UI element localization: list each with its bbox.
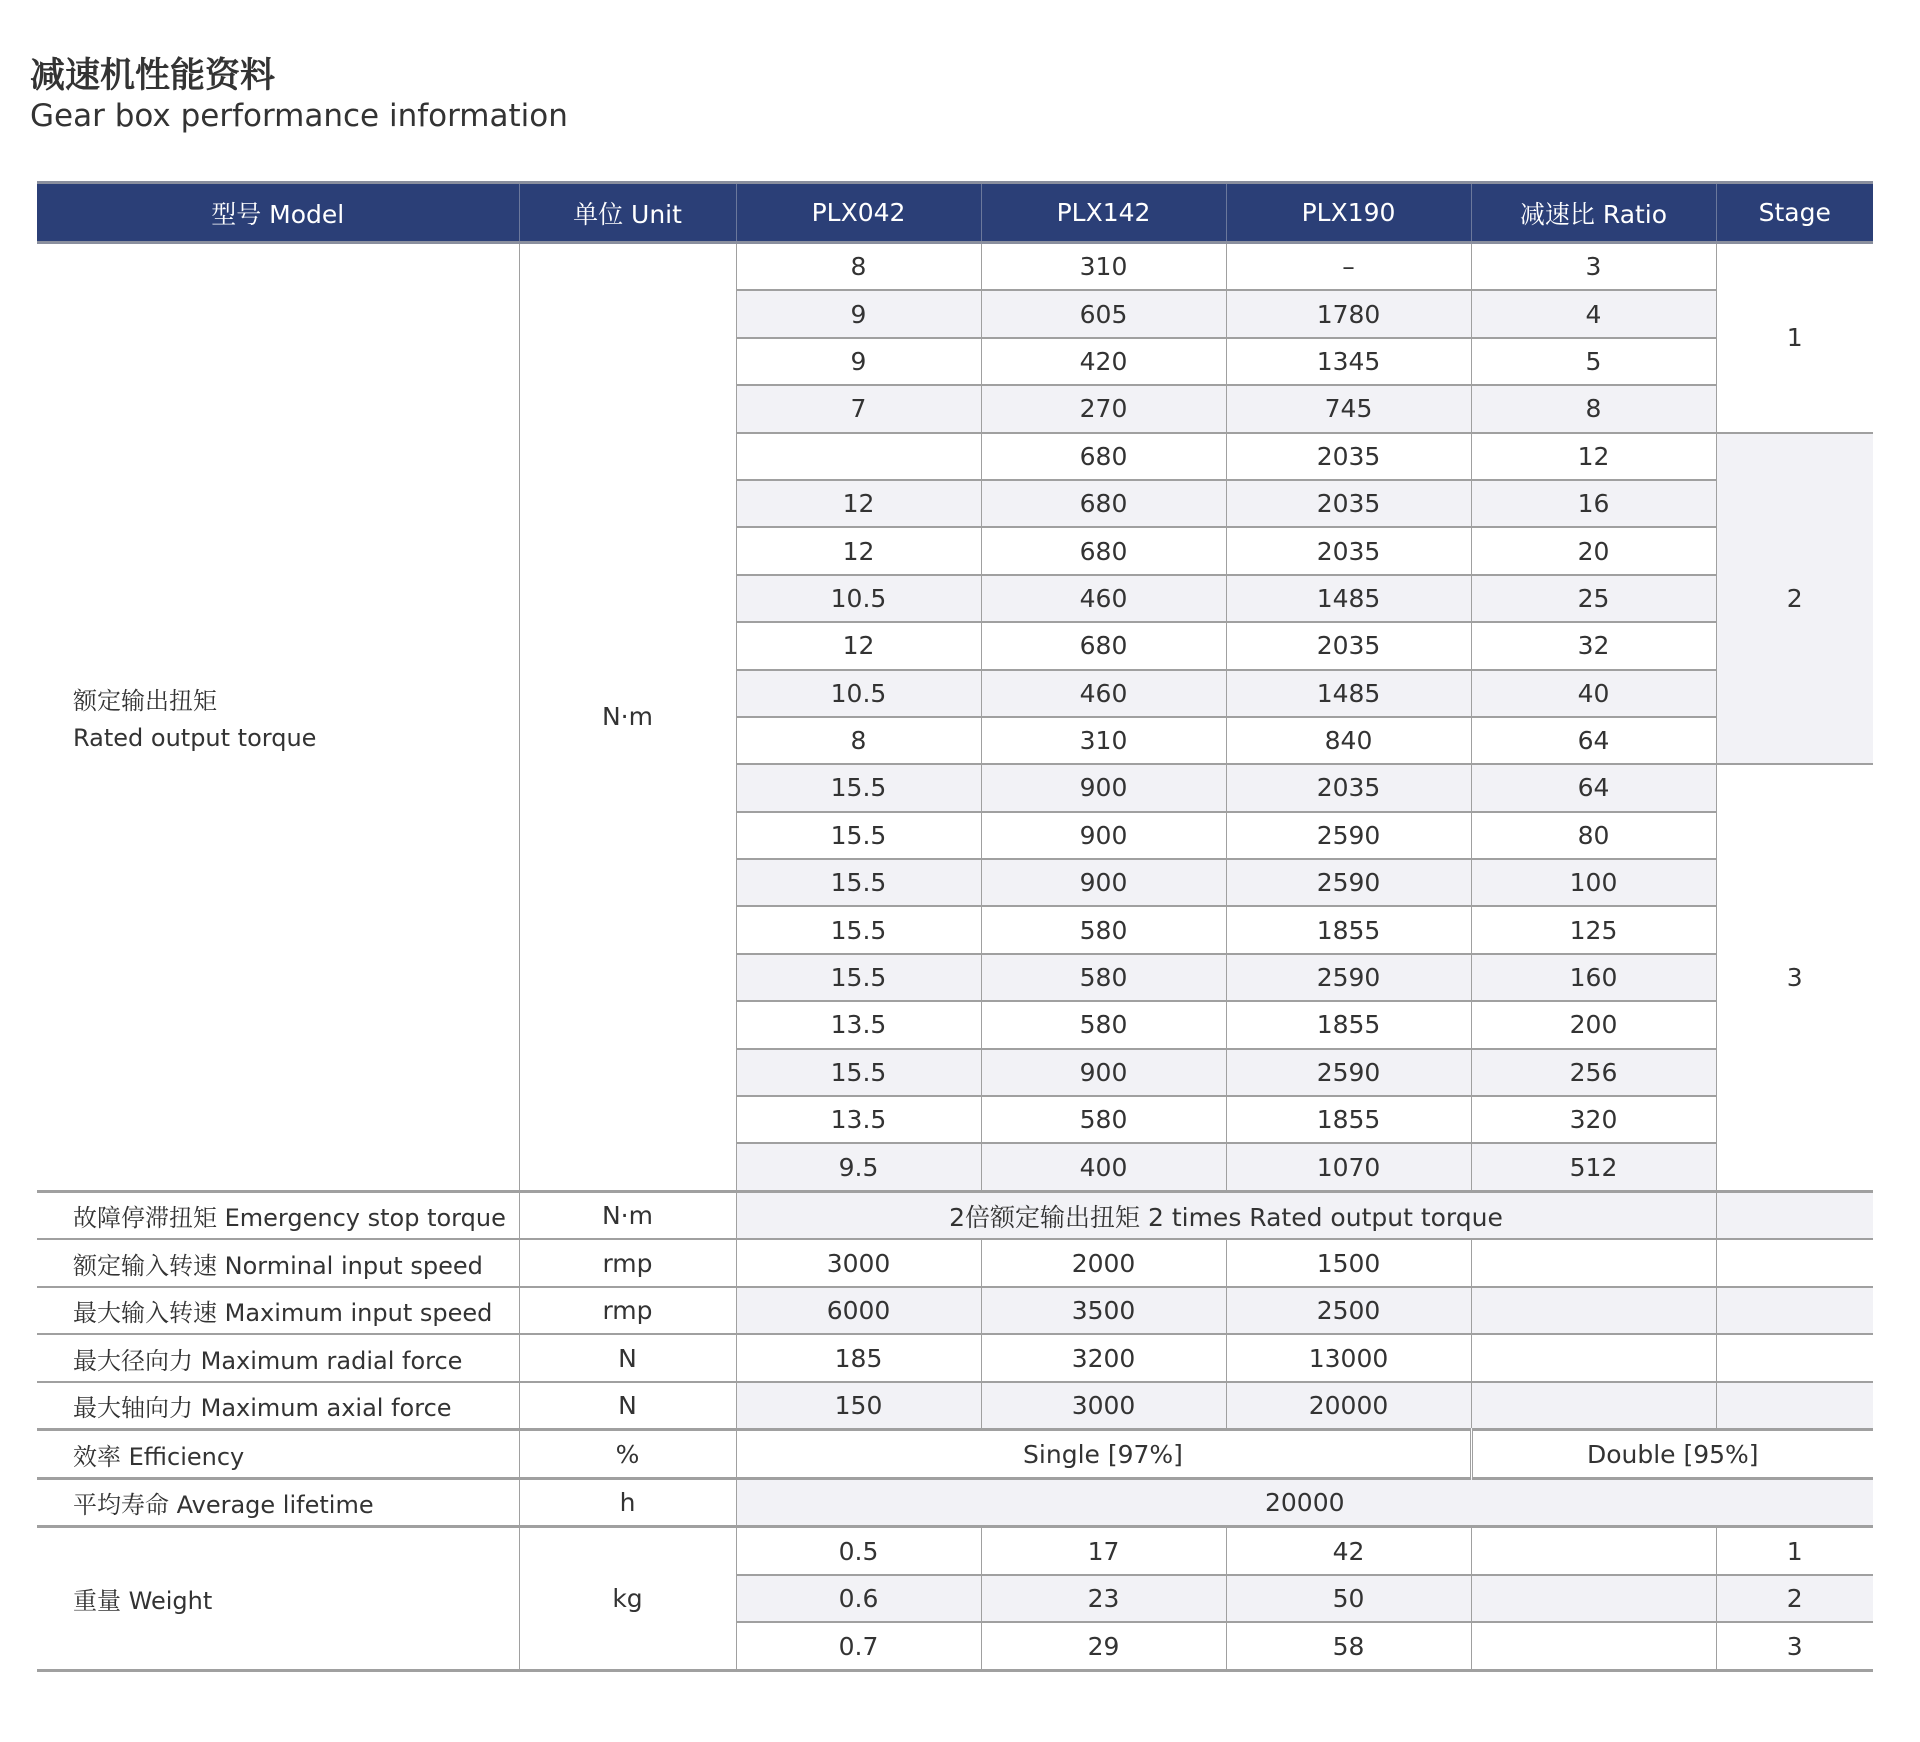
cell-plx142: 17: [981, 1527, 1226, 1575]
cell-plx190: 1070: [1226, 1143, 1471, 1191]
cell-plx042: 10.5: [736, 670, 981, 717]
cell-ratio: 320: [1471, 1096, 1716, 1143]
cell-plx042: 13.5: [736, 1001, 981, 1048]
cell-plx042: 6000: [736, 1287, 981, 1335]
cell-plx142: 3500: [981, 1287, 1226, 1335]
cell-plx190: 1855: [1226, 1001, 1471, 1048]
row-unit: N·m: [519, 1191, 736, 1239]
cell-plx042: 15.5: [736, 764, 981, 811]
header-model: 型号 Model: [37, 183, 519, 243]
cell-plx042: 185: [736, 1334, 981, 1382]
empty-cell: [1471, 1527, 1716, 1575]
row-label: 重量 Weight: [37, 1527, 519, 1671]
cell-plx190: 2590: [1226, 812, 1471, 859]
empty-cell: [1471, 1622, 1716, 1670]
row-label: 故障停滞扭矩 Emergency stop torque: [37, 1191, 519, 1239]
cell-plx142: 680: [981, 622, 1226, 669]
cell-ratio: 200: [1471, 1001, 1716, 1048]
torque-row: [37, 243, 1873, 291]
rated-torque-label-en: Rated output torque: [73, 724, 317, 753]
rated-torque-label: [37, 243, 519, 1192]
empty-cell: [1471, 1287, 1716, 1335]
header-unit: 单位 Unit: [519, 183, 736, 243]
cell-stage: 1: [1716, 243, 1873, 433]
emergency-stop-row: [37, 1191, 1873, 1239]
cell-ratio: 32: [1471, 622, 1716, 669]
cell-plx042: 12: [736, 527, 981, 574]
cell-plx042: 15.5: [736, 812, 981, 859]
cell-ratio: 125: [1471, 906, 1716, 953]
cell-plx190: 58: [1226, 1622, 1471, 1670]
cell-plx042: 7: [736, 385, 981, 432]
max-radial-force-row: [37, 1334, 1873, 1382]
page-title-en: Gear box performance information: [30, 98, 568, 134]
cell-plx190: 2590: [1226, 859, 1471, 906]
page-title-cn: 减速机性能资料: [30, 56, 276, 96]
cell-plx190: 2035: [1226, 622, 1471, 669]
cell-plx042: [736, 433, 981, 480]
cell-stage: 3: [1716, 1622, 1873, 1670]
row-label: 最大径向力 Maximum radial force: [37, 1334, 519, 1382]
max-axial-force-row: [37, 1382, 1873, 1430]
cell-plx190: 2035: [1226, 480, 1471, 527]
cell-plx142: 460: [981, 575, 1226, 622]
cell-stage: 1: [1716, 1527, 1873, 1575]
cell-plx190: 2590: [1226, 1049, 1471, 1096]
cell-ratio: 512: [1471, 1143, 1716, 1191]
performance-table: [37, 181, 1873, 1672]
cell-plx042: 15.5: [736, 859, 981, 906]
header-plx142: PLX142: [981, 183, 1226, 243]
row-label: 最大输入转速 Maximum input speed: [37, 1287, 519, 1335]
cell-ratio: 100: [1471, 859, 1716, 906]
row-label: 效率 Efficiency: [37, 1430, 519, 1479]
cell-stage: 3: [1716, 764, 1873, 1191]
row-unit: kg: [519, 1527, 736, 1671]
cell-ratio: 8: [1471, 385, 1716, 432]
lifetime-row: [37, 1478, 1873, 1527]
cell-ratio: 64: [1471, 717, 1716, 764]
cell-stage: 2: [1716, 433, 1873, 765]
efficiency-row: [37, 1430, 1873, 1479]
cell-ratio: 5: [1471, 338, 1716, 385]
row-label: 额定输入转速 Norminal input speed: [37, 1239, 519, 1287]
cell-plx042: 3000: [736, 1239, 981, 1287]
cell-plx190: 840: [1226, 717, 1471, 764]
cell-plx142: 460: [981, 670, 1226, 717]
cell-plx190: 1485: [1226, 575, 1471, 622]
cell-plx142: 900: [981, 859, 1226, 906]
cell-ratio: 12: [1471, 433, 1716, 480]
row-label: 最大轴向力 Maximum axial force: [37, 1382, 519, 1430]
cell-plx142: 420: [981, 338, 1226, 385]
cell-ratio: 4: [1471, 290, 1716, 337]
cell-plx042: 9: [736, 290, 981, 337]
cell-plx042: 13.5: [736, 1096, 981, 1143]
cell-plx190: 2035: [1226, 527, 1471, 574]
cell-plx142: 900: [981, 764, 1226, 811]
row-unit: %: [519, 1430, 736, 1479]
row-unit: rmp: [519, 1239, 736, 1287]
cell-ratio: 80: [1471, 812, 1716, 859]
cell-plx042: 150: [736, 1382, 981, 1430]
cell-plx190: 2035: [1226, 764, 1471, 811]
max-input-speed-row: [37, 1287, 1873, 1335]
cell-ratio: 16: [1471, 480, 1716, 527]
row-unit: N: [519, 1382, 736, 1430]
row-unit: rmp: [519, 1287, 736, 1335]
cell-ratio: 3: [1471, 243, 1716, 291]
header-ratio: 减速比 Ratio: [1471, 183, 1716, 243]
cell-plx142: 580: [981, 1001, 1226, 1048]
specs-section: [37, 1191, 1873, 1670]
rated-torque-label-cn: 额定输出扭矩: [73, 687, 217, 716]
empty-cell: [1471, 1334, 1716, 1382]
empty-cell: [1716, 1334, 1873, 1382]
cell-plx042: 15.5: [736, 906, 981, 953]
header-plx190: PLX190: [1226, 183, 1471, 243]
cell-plx142: 580: [981, 906, 1226, 953]
header-plx042: PLX042: [736, 183, 981, 243]
header-stage: Stage: [1716, 183, 1873, 243]
cell-plx190: 2035: [1226, 433, 1471, 480]
cell-plx142: 900: [981, 812, 1226, 859]
empty-cell: [1716, 1382, 1873, 1430]
cell-plx190: 20000: [1226, 1382, 1471, 1430]
cell-plx190: 2590: [1226, 954, 1471, 1001]
cell-plx190: 50: [1226, 1575, 1471, 1623]
cell-plx142: 270: [981, 385, 1226, 432]
cell-plx142: 2000: [981, 1239, 1226, 1287]
cell-plx142: 680: [981, 433, 1226, 480]
cell-stage: 2: [1716, 1575, 1873, 1623]
cell-ratio: 40: [1471, 670, 1716, 717]
rated-torque-unit: N·m: [519, 243, 736, 1192]
rated-torque-section: [37, 243, 1873, 1192]
cell-plx142: 400: [981, 1143, 1226, 1191]
nominal-input-speed-row: [37, 1239, 1873, 1287]
cell-plx190: 1780: [1226, 290, 1471, 337]
cell-ratio: 160: [1471, 954, 1716, 1001]
cell-plx042: 0.5: [736, 1527, 981, 1575]
cell-plx042: 9: [736, 338, 981, 385]
cell-plx142: 900: [981, 1049, 1226, 1096]
cell-plx190: 1485: [1226, 670, 1471, 717]
cell-ratio: 256: [1471, 1049, 1716, 1096]
cell-plx142: 3200: [981, 1334, 1226, 1382]
cell-plx142: 580: [981, 1096, 1226, 1143]
cell-ratio: 20: [1471, 527, 1716, 574]
cell-plx142: 310: [981, 717, 1226, 764]
efficiency-double: Double [95%]: [1471, 1430, 1873, 1479]
empty-cell: [1471, 1382, 1716, 1430]
cell-plx190: 2500: [1226, 1287, 1471, 1335]
cell-plx042: 8: [736, 717, 981, 764]
cell-plx042: 10.5: [736, 575, 981, 622]
cell-plx142: 23: [981, 1575, 1226, 1623]
cell-plx190: 1855: [1226, 1096, 1471, 1143]
cell-ratio: 25: [1471, 575, 1716, 622]
cell-plx190: –: [1226, 243, 1471, 291]
cell-ratio: 64: [1471, 764, 1716, 811]
cell-plx190: 1500: [1226, 1239, 1471, 1287]
cell-plx142: 605: [981, 290, 1226, 337]
cell-plx142: 680: [981, 480, 1226, 527]
cell-plx042: 9.5: [736, 1143, 981, 1191]
row-label: 平均寿命 Average lifetime: [37, 1478, 519, 1527]
header-row: [37, 183, 1873, 243]
lifetime-value: 20000: [736, 1478, 1873, 1527]
empty-cell: [1716, 1239, 1873, 1287]
weight-row: [37, 1527, 1873, 1575]
empty-cell: [1716, 1191, 1873, 1239]
cell-plx190: 1345: [1226, 338, 1471, 385]
cell-plx190: 745: [1226, 385, 1471, 432]
efficiency-single: Single [97%]: [736, 1430, 1471, 1479]
cell-plx142: 680: [981, 527, 1226, 574]
row-unit: h: [519, 1478, 736, 1527]
cell-plx042: 15.5: [736, 1049, 981, 1096]
empty-cell: [1716, 1287, 1873, 1335]
cell-plx142: 29: [981, 1622, 1226, 1670]
cell-plx190: 1855: [1226, 906, 1471, 953]
cell-plx042: 15.5: [736, 954, 981, 1001]
cell-plx042: 0.6: [736, 1575, 981, 1623]
cell-plx042: 12: [736, 480, 981, 527]
cell-plx142: 3000: [981, 1382, 1226, 1430]
row-unit: N: [519, 1334, 736, 1382]
cell-plx042: 12: [736, 622, 981, 669]
cell-plx142: 580: [981, 954, 1226, 1001]
cell-plx042: 0.7: [736, 1622, 981, 1670]
empty-cell: [1471, 1575, 1716, 1623]
cell-plx190: 42: [1226, 1527, 1471, 1575]
emergency-stop-value: 2倍额定输出扭矩 2 times Rated output torque: [736, 1191, 1716, 1239]
cell-plx190: 13000: [1226, 1334, 1471, 1382]
cell-plx142: 310: [981, 243, 1226, 291]
cell-plx042: 8: [736, 243, 981, 291]
empty-cell: [1471, 1239, 1716, 1287]
